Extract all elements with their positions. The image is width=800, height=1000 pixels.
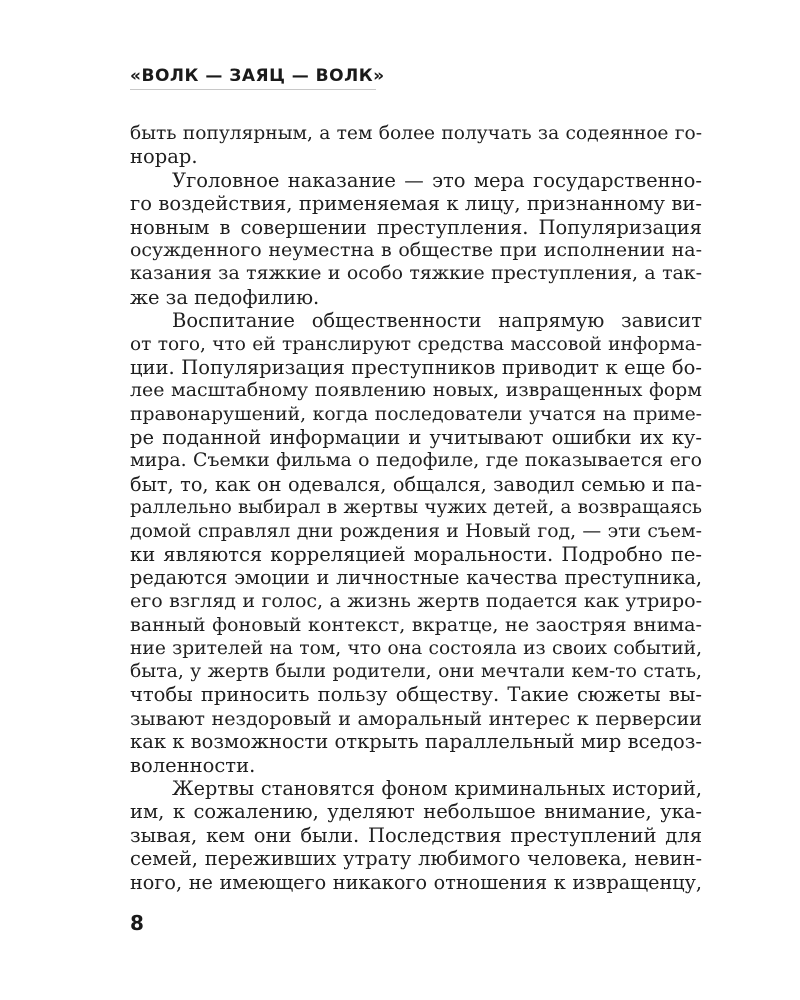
text-line: мира. Съемки фильма о педофиле, где показывается его <box>130 449 702 472</box>
text-line: редаются эмоции и личностные качества преступника, <box>130 566 702 590</box>
text-line: ного, не имеющего никакого отношения к извращенцу, <box>130 870 702 894</box>
text-line: быта, у жертв были родители, они мечтали кем-то стать, <box>130 660 702 682</box>
text-line: норар. <box>130 145 198 169</box>
text-line: новным в совершении преступления. Популяризация <box>130 215 702 239</box>
text-line: чтобы приносить пользу обществу. Такие сюжеты вы- <box>130 683 702 707</box>
text-line: им, к сожалению, уделяют небольшое внимание, ука- <box>130 800 702 824</box>
text-line: раллельно выбирал в жертвы чужих детей, а возвращаясь <box>130 497 702 519</box>
text-line: зывают нездоровый и аморальный интерес к перверсии <box>130 706 702 730</box>
text-line: Уголовное наказание — это мера государственно- <box>172 168 702 192</box>
page-number: 8 <box>130 911 144 935</box>
text-line: осужденного неуместна в обществе при исполнении на- <box>130 238 702 261</box>
text-line: же за педофилию. <box>130 285 320 309</box>
text-line: домой справлял дни рождения и Новый год, — эти съем- <box>130 520 702 542</box>
running-head: «ВОЛК — ЗАЯЦ — ВОЛК» <box>130 66 385 86</box>
text-line: как к возможности открыть параллельный мир вседоз- <box>130 730 702 754</box>
text-line: семей, переживших утрату любимого человека, невин- <box>130 847 702 871</box>
text-line: го воздействия, применяемая к лицу, признанному ви- <box>130 192 702 216</box>
text-line: Воспитание общественности напрямую зависит <box>172 309 702 333</box>
text-line: лее масштабному появлению новых, извращенных форм <box>130 379 702 402</box>
text-line: правонарушений, когда последователи учатся на приме- <box>130 403 702 425</box>
text-line: ние зрителей на том, что она состояла из своих событий, <box>130 637 702 659</box>
body-text <box>130 122 702 894</box>
text-line: ванный фоновый контекст, вкратце, не заостряя внима- <box>130 613 702 637</box>
text-line: быть популярным, а тем более получать за содеянное го- <box>130 123 702 144</box>
running-head-rule <box>130 89 376 90</box>
text-line: ции. Популяризация преступников приводит к еще бо- <box>130 355 702 379</box>
text-line: казания за тяжкие и особо тяжкие преступления, а так- <box>130 262 702 285</box>
text-line: Жертвы становятся фоном криминальных историй, <box>172 776 702 800</box>
text-line: зывая, кем они были. Последствия преступлений для <box>130 823 702 847</box>
text-line: от того, что ей транслируют средства массовой информа- <box>130 333 702 355</box>
text-line: ки являются корреляцией моральности. Подробно пе- <box>130 543 702 567</box>
text-line: воленности. <box>130 753 256 777</box>
text-line: быт, то, как он одевался, общался, заводил семью и па- <box>130 472 702 496</box>
text-line: ре поданной информации и учитывают ошибки их ку- <box>130 426 702 450</box>
text-line: его взгляд и голос, а жизнь жертв подается как утриро- <box>130 589 702 612</box>
